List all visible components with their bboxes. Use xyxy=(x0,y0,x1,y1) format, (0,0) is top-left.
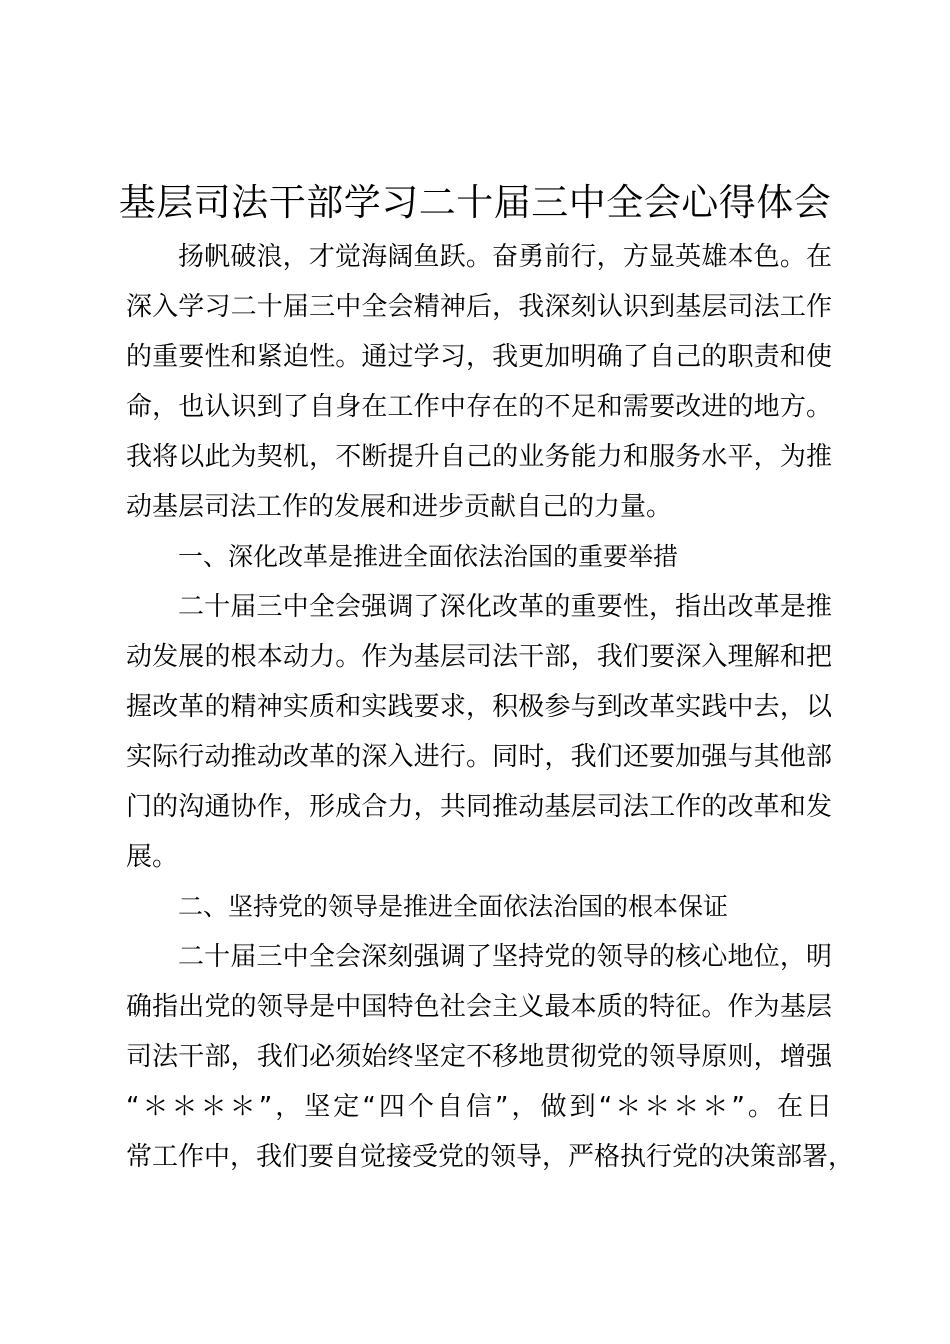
paragraph-line: 确指出党的领导是中国特色社会主义最本质的特征。作为基层 xyxy=(126,992,832,1022)
paragraph-line: 扬帆破浪，才觉海阔鱼跃。奋勇前行，方显英雄本色。在 xyxy=(178,242,832,272)
document-title: 基层司法干部学习二十届三中全会心得体会 xyxy=(118,181,832,224)
paragraph-line: 动基层司法工作的发展和进步贡献自己的力量。 xyxy=(126,492,673,522)
document-body xyxy=(126,232,855,1182)
paragraph-line: 常工作中，我们要自觉接受党的领导，严格执行党的决策部署， xyxy=(126,1142,855,1172)
section-heading-2: 二、坚持党的领导是推进全面依法治国的根本保证 xyxy=(178,892,729,921)
paragraph-line: 我将以此为契机，不断提升自己的业务能力和服务水平，为推 xyxy=(126,442,832,472)
paragraph-line: 动发展的根本动力。作为基层司法干部，我们要深入理解和把 xyxy=(126,642,832,672)
paragraph-line: 门的沟通协作，形成合力，共同推动基层司法工作的改革和发 xyxy=(126,792,832,822)
paragraph-line: 实际行动推动改革的深入进行。同时，我们还要加强与其他部 xyxy=(126,742,832,772)
paragraph-line: 握改革的精神实质和实践要求，积极参与到改革实践中去，以 xyxy=(126,692,832,722)
paragraph-line: 二十届三中全会强调了深化改革的重要性，指出改革是推 xyxy=(178,592,832,622)
paragraph-line: 展。 xyxy=(126,842,179,872)
paragraph-line: 深入学习二十届三中全会精神后，我深刻认识到基层司法工作 xyxy=(126,292,832,322)
paragraph-line: 二十届三中全会深刻强调了坚持党的领导的核心地位，明 xyxy=(178,942,832,972)
paragraph-intro xyxy=(126,232,832,532)
paragraph-line: 司法干部，我们必须始终坚定不移地贯彻党的领导原则，增强 xyxy=(126,1042,832,1072)
paragraph-party-leadership xyxy=(126,932,855,1182)
paragraph-line: 的重要性和紧迫性。通过学习，我更加明确了自己的职责和使 xyxy=(126,342,832,372)
paragraph-reform xyxy=(126,582,832,882)
paragraph-line: 命，也认识到了自身在工作中存在的不足和需要改进的地方。 xyxy=(126,392,832,422)
section-heading-1: 一、深化改革是推进全面依法治国的重要举措 xyxy=(178,542,679,571)
paragraph-line: “＊＊＊＊”，坚定“四个自信”，做到“＊＊＊＊”。在日 xyxy=(126,1092,832,1122)
